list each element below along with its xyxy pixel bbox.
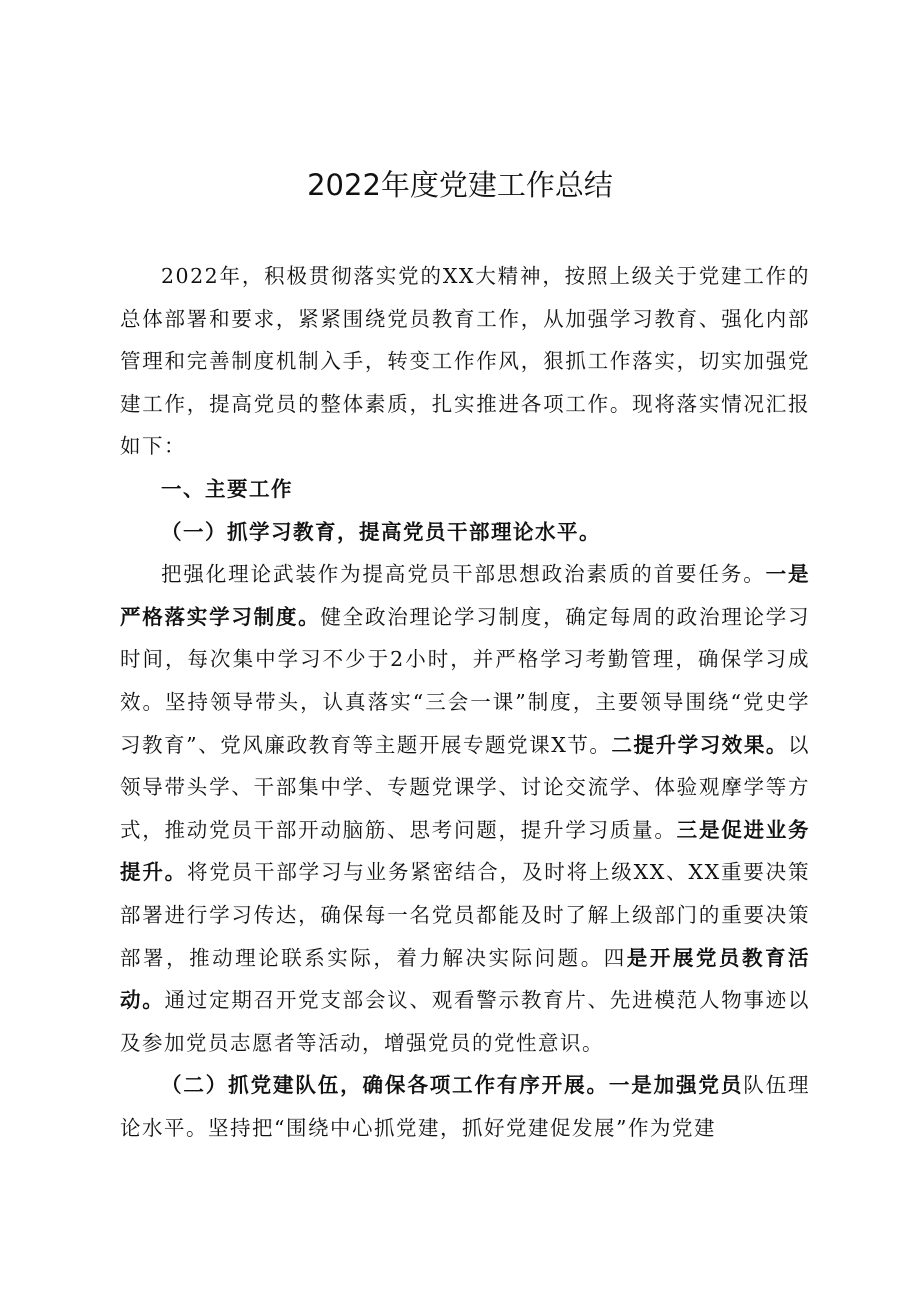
intro-paragraph: 2022年，积极贯彻落实党的XX大精神，按照上级关于党建工作的总体部署和要求，紧紧围绕党员教育工作，从加强学习教育、强化内部管理和完善制度机制入手，转变工作作风，狠抓工作落实，切实加强党建工作，提高党员的整体素质，扎实推进各项工作。现将落实情况汇报如下： (120, 264, 810, 459)
document-title: 2022年度党建工作总结 (307, 168, 613, 202)
point-text-4: 通过定期召开党支部会议、观看警示教育片、先进模范人物事迹以及参加党员志愿者等活动，增强党员的党性意识。 (120, 988, 811, 1055)
point-prefix-4: 四 (603, 945, 627, 970)
subsection-heading-party-team: （二）抓党建队伍，确保各项工作有序开展。 (161, 1073, 609, 1098)
sub2-point-text-1: 队伍理论水平。坚持把“围绕中心抓党建，抓好党建促发展”作为党建 (120, 1073, 811, 1140)
point-text-1: 健全政治理论学习制度，确定每周的政治理论学习时间，每次集中学习不少于2小时，并严格学习考勤管理，确保学习成效。坚持领导带头，认真落实“三会一课”制度，主要领导围绕“党史学习教育”、党风廉政教育等主题开展专题党课X节。 (120, 604, 811, 757)
sub2-point-title-1: 一是加强党员 (608, 1073, 744, 1098)
point-title-3: 三是促进业务提升。 (120, 817, 811, 885)
point-title-4: 是开展党员教育活动。 (120, 945, 811, 1013)
point-text-3: 将党员干部学习与业务紧密结合，及时将上级XX、XX重要决策部署进行学习传达，确保每一名党员都能及时了解上级部门的重要决策部署，推动理论联系实际，着力解决实际问题。 (120, 860, 810, 970)
document-body (120, 255, 810, 1149)
party-team-paragraph (120, 1064, 810, 1149)
section-heading-main-work: 一、主要工作 (161, 476, 293, 501)
point-title-1: 一是严格落实学习制度。 (120, 562, 811, 629)
subsection-heading-study-education: （一）抓学习教育，提高党员干部理论水平。 (161, 519, 601, 544)
point-title-2: 二提升学习效果。 (611, 732, 788, 757)
paragraph-lead: 把强化理论武装作为提高党员干部思想政治素质的首要任务。 (161, 562, 766, 587)
point-text-2: 以领导带头学、干部集中学、专题党课学、讨论交流学、体验观摩学等方式，推动党员干部开动脑筋、思考问题，提升学习质量。 (120, 732, 810, 842)
study-education-paragraph (120, 553, 810, 1064)
